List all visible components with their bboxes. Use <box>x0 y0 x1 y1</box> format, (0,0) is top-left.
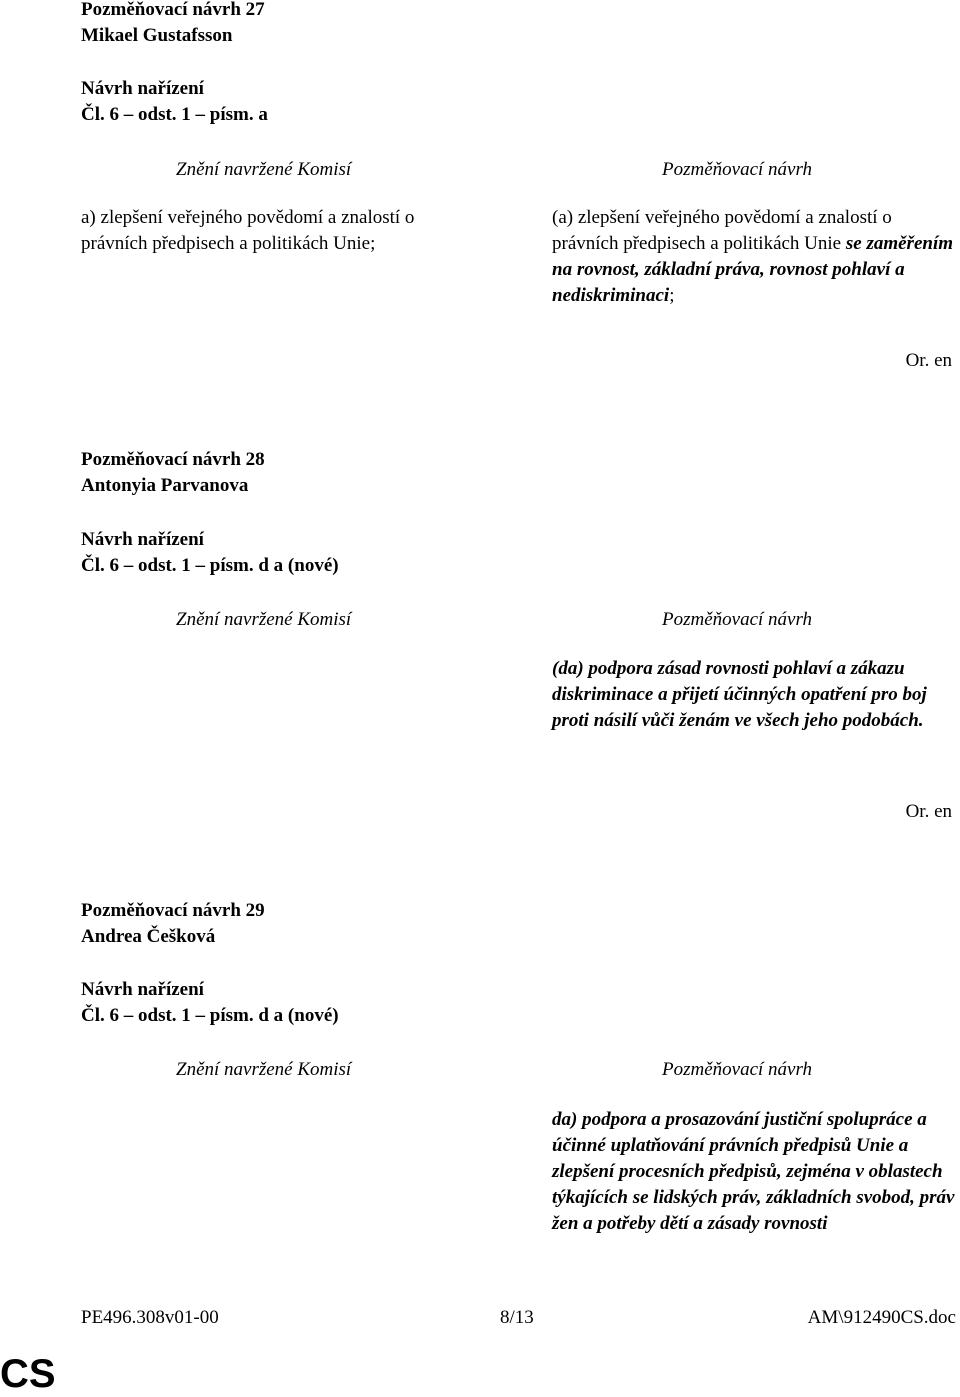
article-reference: Čl. 6 – odst. 1 – písm. d a (nové) <box>81 1005 339 1026</box>
amendment-author: Andrea Češková <box>81 926 216 947</box>
file-name: AM\912490CS.doc <box>807 1307 956 1328</box>
original-language: Or. en <box>905 801 952 822</box>
amendment-author: Antonyia Parvanova <box>81 475 249 496</box>
amendment-text-heading: Pozměňovací návrh <box>662 159 813 180</box>
amendment-number: Pozměňovací návrh 27 <box>81 0 265 20</box>
amendment-text: (da) podpora zásad rovnosti pohlaví a zákazu diskriminace a přijetí účinných opatření pro boj proti násilí vůči ženám ve všech jeho podobách. <box>552 658 927 731</box>
amendment-text-plain: (a) zlepšení veřejného povědomí a znalostí o právních předpisech a politikách Unie <box>552 207 892 254</box>
proposal-title: Návrh nařízení <box>81 529 204 550</box>
amendment-text-heading: Pozměňovací návrh <box>662 1059 813 1080</box>
amendment-text-emphasis: se zaměřením na rovnost, základní práva, rovnost pohlaví a nediskriminaci <box>552 233 954 306</box>
page-number: 8/13 <box>500 1307 534 1328</box>
proposal-title: Návrh nařízení <box>81 979 204 1000</box>
document-reference: PE496.308v01-00 <box>81 1307 219 1328</box>
amendment-text-end: ; <box>669 285 675 306</box>
article-reference: Čl. 6 – odst. 1 – písm. d a (nové) <box>81 555 339 576</box>
amendment-text: da) podpora a prosazování justiční spolupráce a účinné uplatňování právních předpisů Unie a zlepšení procesních předpisů, zejména v oblastech týkajících se lidských práv, základních svobod, práv žen a potřeby dětí a zásady rovnosti <box>552 1109 955 1234</box>
amendment-number: Pozměňovací návrh 29 <box>81 900 265 921</box>
commission-text-heading: Znění navržené Komisí <box>176 609 352 630</box>
original-language: Or. en <box>905 350 952 371</box>
amendment-author: Mikael Gustafsson <box>81 25 233 46</box>
amendment-number: Pozměňovací návrh 28 <box>81 449 265 470</box>
commission-text-heading: Znění navržené Komisí <box>176 1059 352 1080</box>
page-footer <box>0 1305 960 1331</box>
amendment-text-heading: Pozměňovací návrh <box>662 609 813 630</box>
article-reference: Čl. 6 – odst. 1 – písm. a <box>81 104 268 125</box>
commission-text-heading: Znění navržené Komisí <box>176 159 352 180</box>
commission-text: a) zlepšení veřejného povědomí a znalostí o právních předpisech a politikách Unie; <box>81 207 415 254</box>
amendment-text <box>552 205 956 309</box>
language-code: CS <box>0 1352 56 1396</box>
proposal-title: Návrh nařízení <box>81 78 204 99</box>
